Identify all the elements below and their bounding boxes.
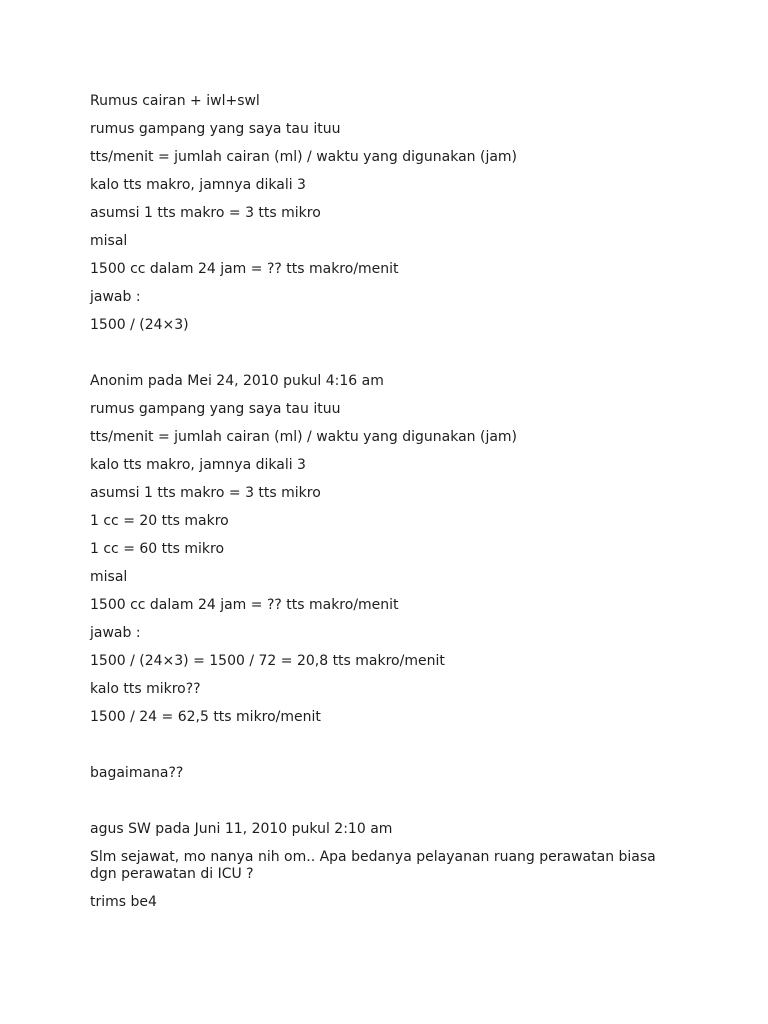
text-line: asumsi 1 tts makro = 3 tts mikro [90,205,321,221]
text-line: misal [90,569,128,585]
comment-header: agus SW pada Juni 11, 2010 pukul 2:10 am [90,821,393,837]
comment-header: Anonim pada Mei 24, 2010 pukul 4:16 am [90,373,384,389]
text-line: 1500 / (24×3) = 1500 / 72 = 20,8 tts makro/menit [90,653,445,669]
text-line: kalo tts makro, jamnya dikali 3 [90,177,306,193]
text-line: 1500 cc dalam 24 jam = ?? tts makro/menit [90,597,399,613]
text-line: 1500 / (24×3) [90,317,189,333]
text-line: kalo tts mikro?? [90,681,201,697]
text-line: asumsi 1 tts makro = 3 tts mikro [90,485,321,501]
text-line: bagaimana?? [90,765,184,781]
text-line: 1 cc = 20 tts makro [90,513,229,529]
text-line: trims be4 [90,894,157,910]
text-line: Rumus cairan + iwl+swl [90,93,260,109]
text-line: rumus gampang yang saya tau ituu [90,401,341,417]
text-line: misal [90,233,128,249]
text-line: tts/menit = jumlah cairan (ml) / waktu yang digunakan (jam) [90,149,518,165]
text-paragraph: Slm sejawat, mo nanya nih om.. Apa bedanya pelayanan ruang perawatan biasa dgn perawatan di ICU ? [90,849,661,882]
text-line: tts/menit = jumlah cairan (ml) / waktu yang digunakan (jam) [90,429,518,445]
text-line: 1500 / 24 = 62,5 tts mikro/menit [90,709,321,725]
text-line: jawab : [90,625,141,641]
text-line: 1 cc = 60 tts mikro [90,541,225,557]
text-line: kalo tts makro, jamnya dikali 3 [90,457,306,473]
text-line: 1500 cc dalam 24 jam = ?? tts makro/menit [90,261,399,277]
text-line: rumus gampang yang saya tau ituu [90,121,341,137]
text-line: jawab : [90,289,141,305]
